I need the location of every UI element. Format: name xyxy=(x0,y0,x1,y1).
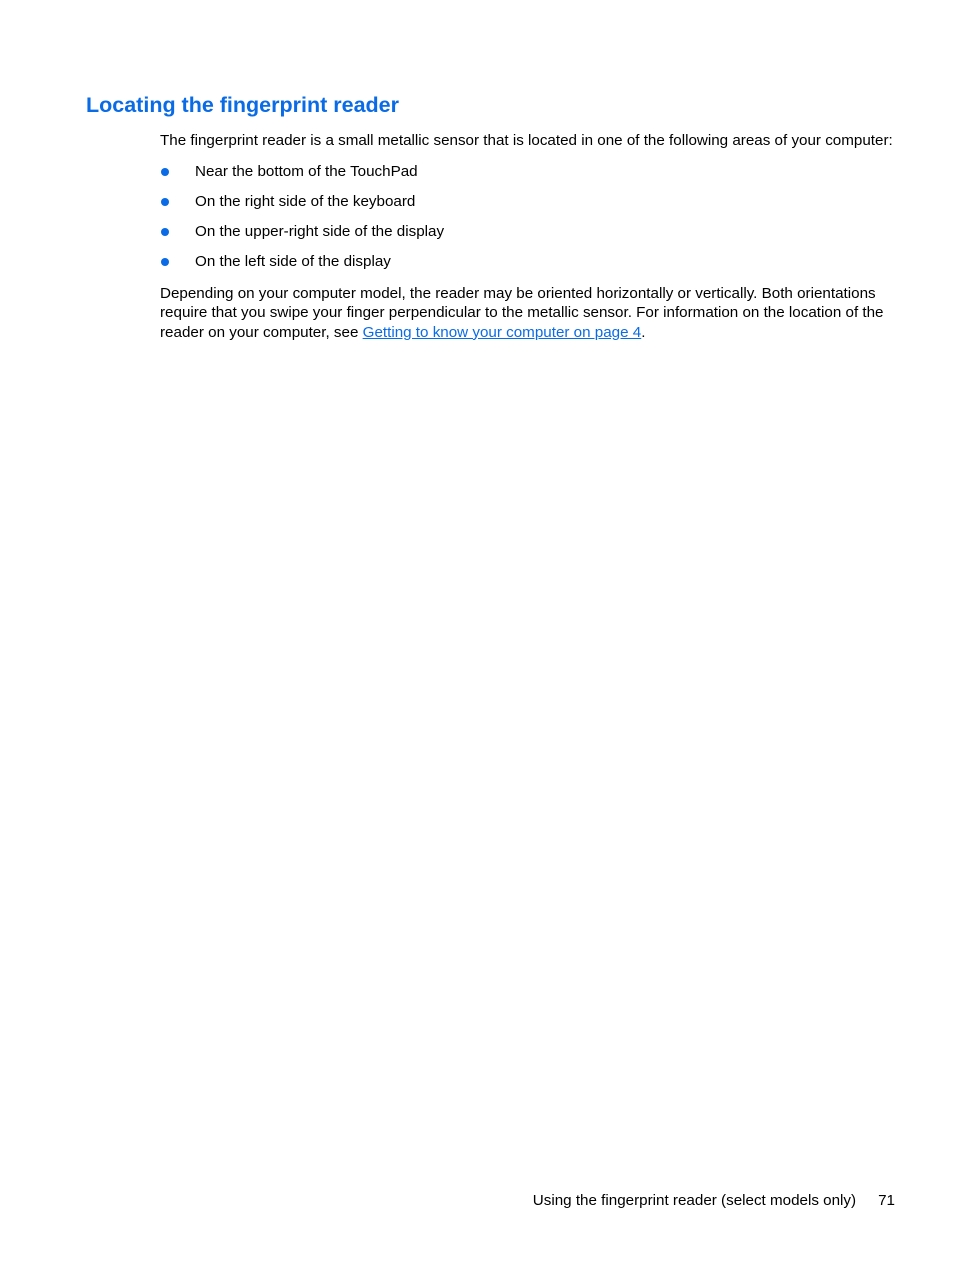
bullet-icon xyxy=(161,258,169,266)
page-footer xyxy=(533,1191,895,1211)
paragraph-end: . xyxy=(641,323,646,341)
list-item xyxy=(160,162,895,192)
list-item-text: On the left side of the display xyxy=(195,253,391,271)
getting-to-know-computer-link[interactable]: Getting to know your computer on page 4 xyxy=(362,323,642,341)
orientation-text: Depending on your computer model, the reader may be oriented horizontally or vertically. Both orientations require that you swipe your finger perpendicular to the metallic sensor. For information on the location of the reader on your computer, see xyxy=(160,284,884,341)
list-item-text: On the upper-right side of the display xyxy=(195,223,445,241)
list-item xyxy=(160,252,895,282)
section-content xyxy=(160,131,895,342)
location-list xyxy=(160,162,895,283)
orientation-paragraph xyxy=(160,284,895,343)
list-item-text: Near the bottom of the TouchPad xyxy=(195,162,418,180)
bullet-icon xyxy=(161,168,169,176)
bullet-icon xyxy=(161,198,169,206)
page-number: 71 xyxy=(878,1192,895,1209)
footer-title: Using the fingerprint reader (select models only) xyxy=(532,1192,857,1209)
list-item-text: On the right side of the keyboard xyxy=(195,192,416,210)
bullet-icon xyxy=(161,228,169,236)
list-item xyxy=(160,222,895,252)
list-item xyxy=(160,192,895,222)
section-heading: Locating the fingerprint reader xyxy=(86,93,399,117)
intro-paragraph: The fingerprint reader is a small metallic sensor that is located in one of the following areas of your computer: xyxy=(160,132,893,149)
